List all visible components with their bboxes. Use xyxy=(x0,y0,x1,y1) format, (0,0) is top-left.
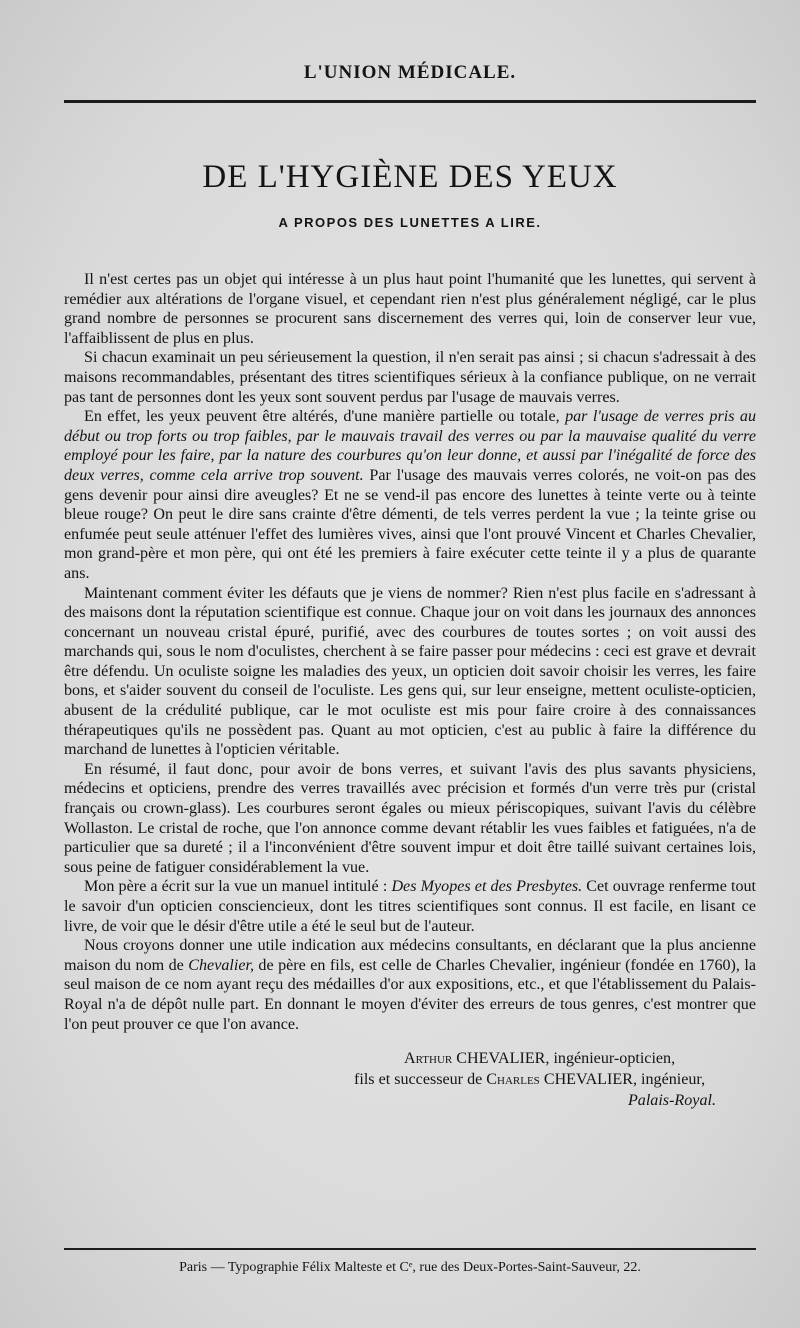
paragraph-3-text-c: Par l'usage des mauvais verres colorés, ne voit-on pas des gens devenir pour ainsi dire aveugles? Et ne se vend-il pas encore des lunettes à teinte verte ou à teinte bleue rouge? On peut le dire sans crainte d'être démenti, de tels verres perdent la vue ; la teinte grise ou enfumée peut seule atténuer l'effet des lumières vives, ainsi que l'ont prouvé Vincent et Charles Chevalier, mon grand-père et mon père, qui ont été les premiers à faire exécuter cette teinte il y a plus de quarante ans. xyxy=(64,466,757,582)
paragraph-5: En résumé, il faut donc, pour avoir de bons verres, et suivant l'avis des plus savants physiciens, médecins et opticiens, prendre des verres travaillés avec précision et formés d'un verre très pur (cristal français ou crown-glass). Les courbures seront égales ou mieux périscopiques, suivant l'avis du célèbre Wollaston. Le cristal de roche, que l'on annonce comme devant rétablir les vues faibles et fatiguées, n'a de particulier que sa dureté ; il a l'inconvénient d'être souvent impur et doit être taillé suivant certaines lois, sous peine de fatiguer considérablement la vue. xyxy=(64,760,756,876)
paragraph-4: Maintenant comment éviter les défauts que je viens de nommer? Rien n'est plus facile en s'adressant à des maisons dont la réputation scientifique est connue. Chaque jour on voit dans les journaux des annonces concernant un nouveau cristal épuré, purifié, avec des courbures de toutes sortes ; on voit aussi des marchands qui, sous le nom d'oculistes, cherchent à se faire passer pour médecins : ceci est grave et devrait être défendu. Un oculiste soigne les maladies des yeux, un opticien doit savoir choisir les verres, les faire bons, et s'aider souvent du conseil de l'oculiste. Les gens qui, sur leur enseigne, mettent oculiste-opticien, abusent de la crédulité publique, car le mot oculiste est mis pour faire croire à des connaissances thérapeutiques qu'ils ne possèdent pas. Quant au mot opticien, c'est au public à faire la différence du marchand de lunettes à l'opticien véritable. xyxy=(64,584,756,759)
journal-header: L'UNION MÉDICALE. xyxy=(303,62,517,83)
signature-line-2 xyxy=(354,1069,756,1090)
paragraph-3 xyxy=(64,407,756,583)
paragraph-7-text-c: de père en fils, est celle de Charles Chevalier, ingénieur (fondée en 1760), la seul maison de ce nom ayant reçu des médailles d'or aux expositions, etc., et que l'établissement du Palais-Royal n'a de dépôt nulle part. En donnant le moyen d'éviter des erreurs de tous genres, c'est montrer que l'on peut prouver ce que l'on avance. xyxy=(64,956,757,1033)
signature-place: Palais-Royal. xyxy=(627,1092,716,1110)
father-first-name: Charles xyxy=(486,1071,540,1089)
paragraph-6-text-c: Cet ouvrage renferme tout le savoir d'un opticien consciencieux, dont les titres scientifiques sont connus. Il est facile, en lisant ce livre, de voir que le désir d'être utile a été le seul but de l'auteur. xyxy=(64,878,757,935)
printer-imprint: Paris — Typographie Félix Malteste et Cᵉ, rue des Deux-Portes-Saint-Sauveur, 22. xyxy=(179,1260,641,1275)
signer-first-name: Arthur xyxy=(404,1050,453,1068)
signature-block xyxy=(354,1048,756,1111)
signature-line-2-suffix: , ingénieur, xyxy=(632,1071,706,1089)
article-body xyxy=(64,270,756,1034)
paragraph-7-text-a: Nous croyons donner une utile indication aux médecins consultants, en déclarant que la plus ancienne maison du nom de xyxy=(64,937,756,974)
paragraph-2: Si chacun examinait un peu sérieusement la question, il n'en serait pas ainsi ; si chacun s'adressait à des maisons recommandables, présentant des titres scientifiques sérieux à la confiance publique, on ne verrait pas tant de personnes dont les yeux sont souvent perdus par l'usage de mauvais verres. xyxy=(64,349,756,406)
family-name: Chevalier, xyxy=(188,956,254,974)
paragraph-3-text-a: En effet, les yeux peuvent être altérés, d'une manière partielle ou totale, xyxy=(84,408,566,426)
paragraph-6-text-a: Mon père a écrit sur la vue un manuel intitulé : xyxy=(84,878,392,896)
signature-line-2-prefix: fils et successeur de xyxy=(354,1071,487,1089)
paragraph-3-italic: par l'usage de verres pris au début ou trop forts ou trop faibles, par le mauvais travail des verres ou par la mauvaise qualité du verre employé pour les faire, par la nature des courbures qu'on leur donne, et aussi par l'inégalité de force des deux verres, comme cela arrive trop souvent. xyxy=(64,408,756,484)
article-subtitle: A PROPOS DES LUNETTES A LIRE. xyxy=(278,215,542,230)
footer-rule xyxy=(64,1248,756,1250)
signature-line-1 xyxy=(404,1048,756,1069)
father-last-name: CHEVALIER xyxy=(543,1071,633,1089)
header-rule xyxy=(64,100,756,103)
signer-last-name: CHEVALIER xyxy=(456,1050,546,1068)
paragraph-1: Il n'est certes pas un objet qui intéresse à un plus haut point l'humanité que les lunettes, qui servent à remédier aux altérations de l'organe visuel, et cependant rien n'est plus généralement négligé, car le plus grand nombre de personnes se procurent sans discernement des verres qui, loin de conserver leur vue, l'affaiblissent de plus en plus. xyxy=(64,271,756,347)
signer-role: , ingénieur-opticien, xyxy=(545,1050,676,1068)
paragraph-7 xyxy=(64,936,756,1034)
book-title: Des Myopes et des Presbytes. xyxy=(391,878,583,896)
paragraph-6 xyxy=(64,877,756,936)
article-title: DE L'HYGIÈNE DES YEUX xyxy=(202,159,618,195)
